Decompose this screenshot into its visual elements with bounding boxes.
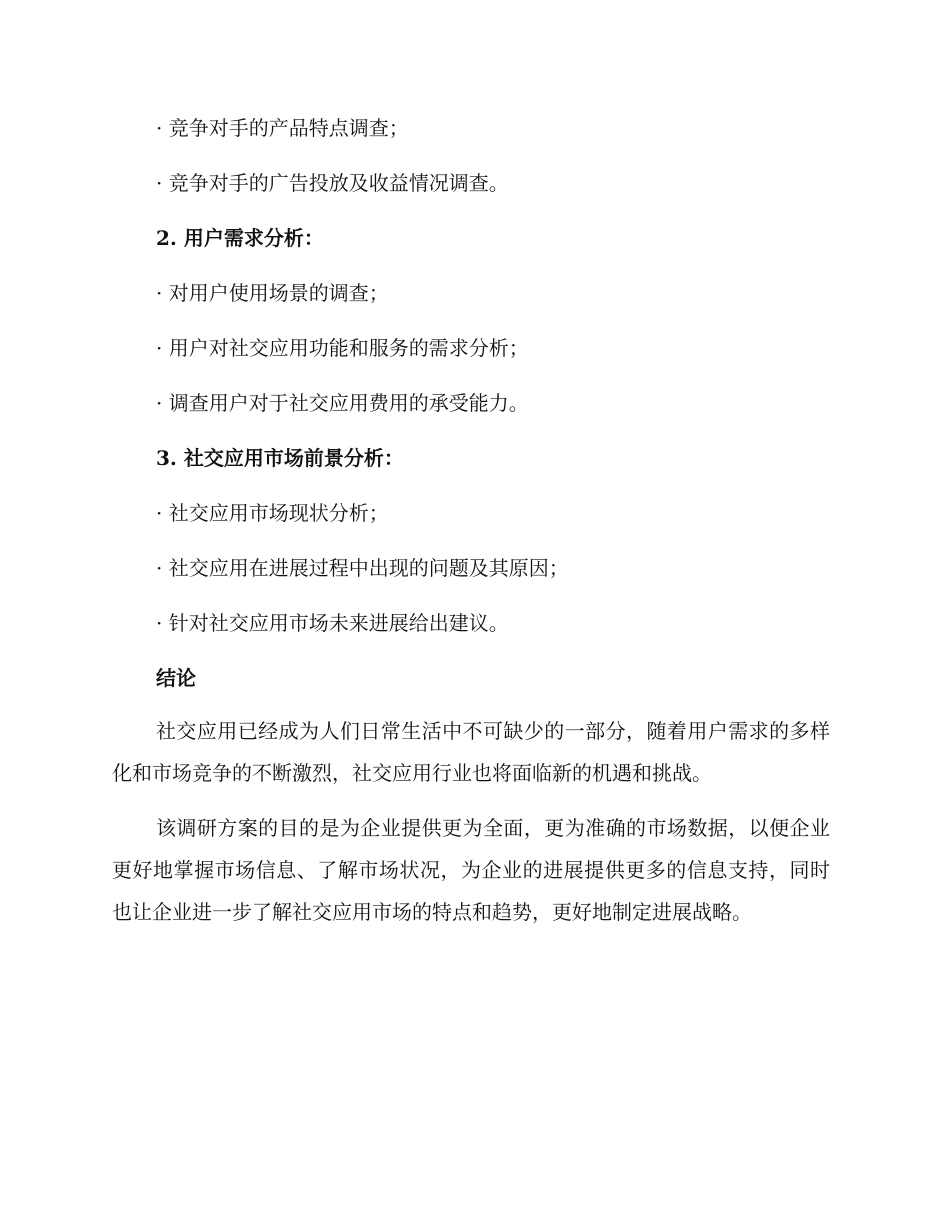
conclusion-paragraph-2: 该调研方案的目的是为企业提供更为全面，更为准确的市场数据，以便企业更好地掌握市场信息、了解市场状况，为企业的进展提供更多的信息支持，同时也让企业进一步了解社交应用市场的特点和趋势，更好地制定进展战略。	[112, 816, 830, 924]
bullet-usage-scenarios: · 对用户使用场景的调查；	[156, 281, 389, 305]
conclusion-paragraph-1: 社交应用已经成为人们日常生活中不可缺少的一部分，随着用户需求的多样化和市场竞争的不断激烈，社交应用行业也将面临新的机遇和挑战。	[112, 719, 830, 785]
bullet-cost-tolerance: · 调查用户对于社交应用费用的承受能力。	[156, 391, 529, 415]
bullet-feature-needs: · 用户对社交应用功能和服务的需求分析；	[156, 336, 529, 360]
section-heading-conclusion: 结论	[156, 666, 196, 690]
bullet-market-status: · 社交应用市场现状分析；	[156, 501, 389, 525]
section-heading-user-needs: 2. 用户需求分析：	[156, 226, 324, 250]
bullet-competitor-advertising: · 竞争对手的广告投放及收益情况调查。	[156, 171, 509, 195]
bullet-future-suggestions: · 针对社交应用市场未来进展给出建议。	[156, 611, 509, 635]
bullet-competitor-product: · 竞争对手的产品特点调查；	[156, 116, 409, 140]
bullet-problems-causes: · 社交应用在进展过程中出现的问题及其原因；	[156, 556, 569, 580]
section-heading-market-outlook: 3. 社交应用市场前景分析：	[156, 446, 404, 470]
